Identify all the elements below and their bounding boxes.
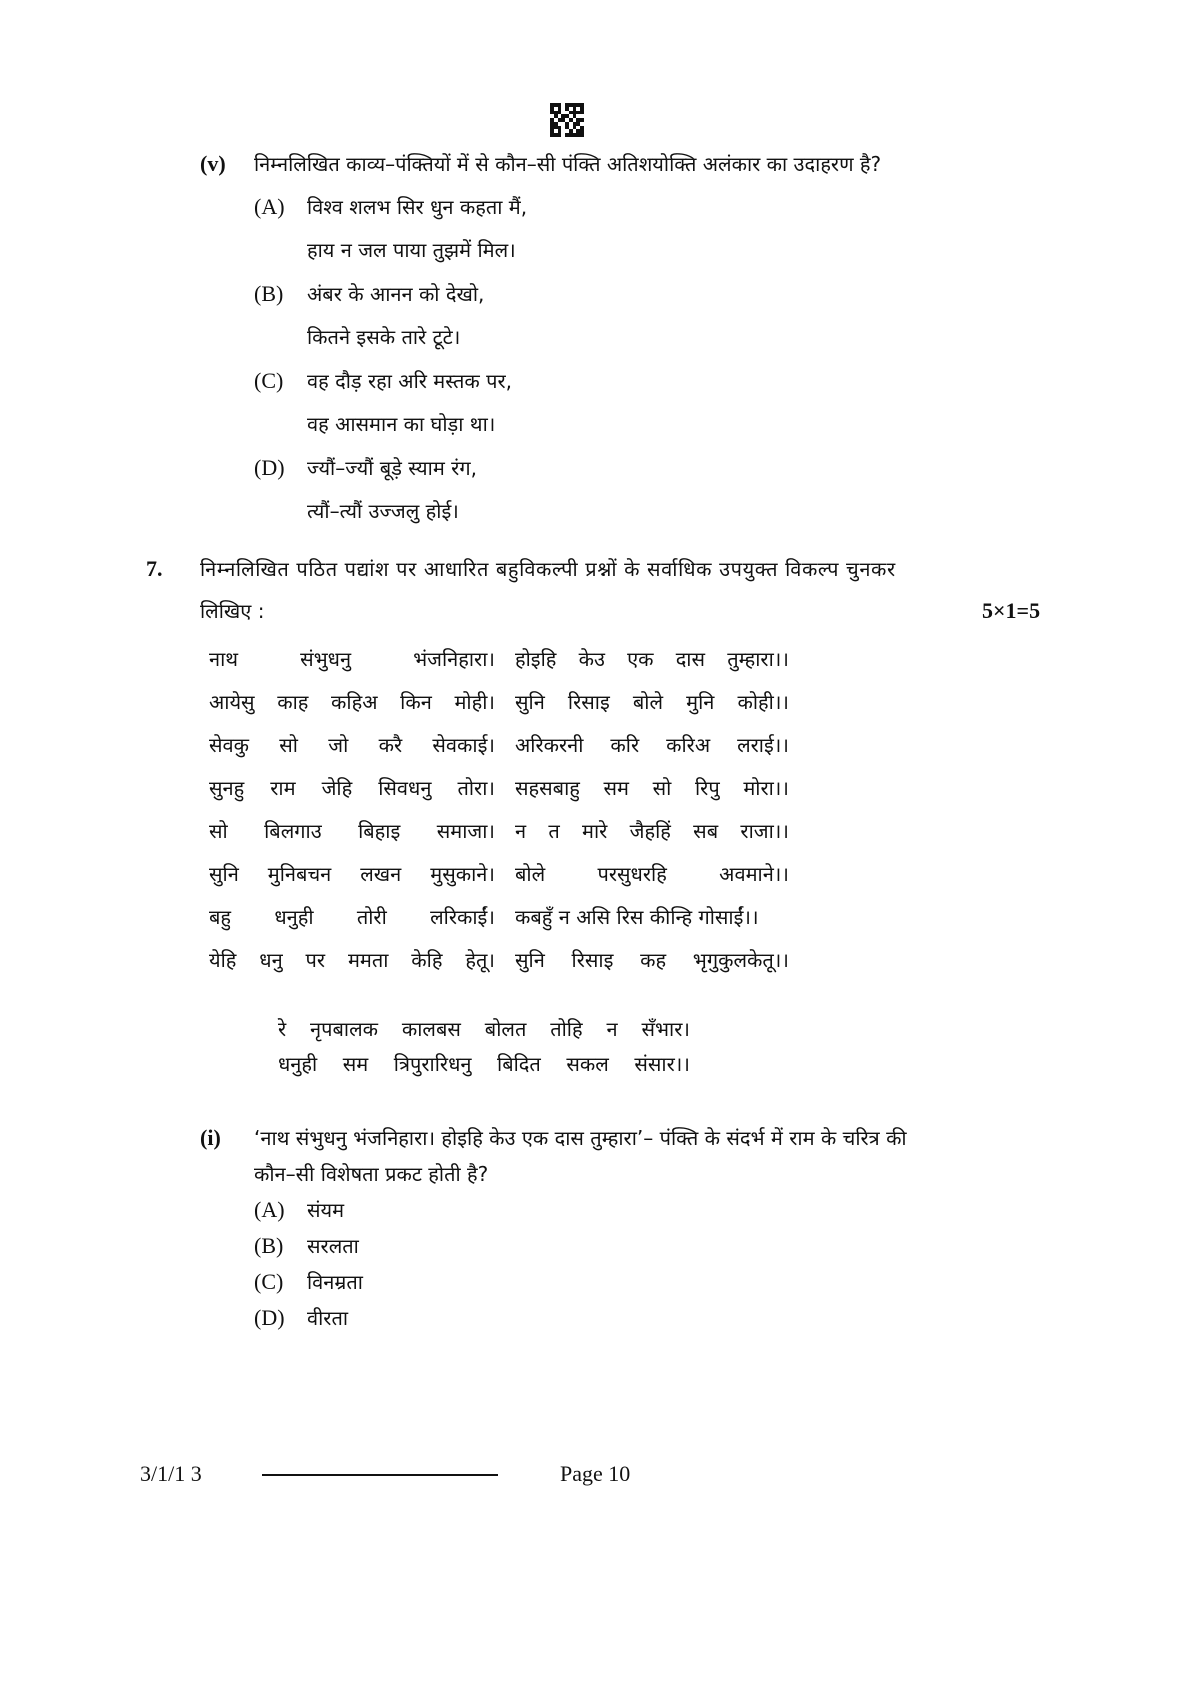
option-i-c-text: विनम्रता [307,1270,363,1294]
verse-word: कबहुँ न असि रिस कीन्हि गोसाईं।। [515,905,759,929]
verse-word: सुनि [515,948,545,972]
verse-word: होइहि [515,647,557,671]
verse-word: काह [277,690,309,714]
option-v-c-line1: वह दौड़ रहा अरि मस्तक पर, [307,369,513,393]
verse-line [209,946,789,974]
verse-half-first [209,903,495,931]
verse-half-second [515,645,789,673]
verse-word: लखन [360,862,402,886]
verse-half-second [515,774,789,802]
verse-word: सुनि [209,862,239,886]
option-i-a-text: संयम [307,1198,345,1222]
qr-code-icon [550,103,584,137]
doha-word: संसार।। [634,1052,690,1076]
verse-word: रिसाइ [567,690,610,714]
footer-page-number: Page 10 [560,1461,631,1486]
verse-half-first [209,860,495,888]
verse-word: सहसबाहु [515,776,580,800]
doha-word: न [606,1017,618,1041]
verse-word: केहि [411,948,443,972]
verse-half-first [209,731,495,759]
option-v-b-label: (B) [254,281,284,306]
sub-question-i-text-line2: कौन–सी विशेषता प्रकट होती है? [254,1162,489,1186]
verse-word: जैहहिं [629,819,671,843]
verse-word: सब [693,819,719,843]
verse-word: मारे [582,819,608,843]
option-v-b-line1: अंबर के आनन को देखो, [307,282,485,306]
question-v-text: निम्नलिखित काव्य–पंक्तियों में से कौन–सी पंक्ति अतिशयोक्ति अलंकार का उदाहरण है? [254,152,882,176]
verse-word: मोही। [454,690,495,714]
verse-word: धनु [259,948,283,972]
verse-word: नाथ [209,647,239,671]
verse-word: धनुही [274,905,314,929]
verse-half-second [515,688,789,716]
verse-word: जेहि [321,776,353,800]
verse-word: बोले [515,862,546,886]
option-v-d-line1: ज्यौं–ज्यौं बूड़े स्याम रंग, [307,456,477,480]
doha-word: सम [342,1052,369,1076]
option-v-c-label: (C) [254,368,284,393]
doha-word: बिदित [497,1052,541,1076]
verse-word: ममता [347,948,389,972]
verse-half-first [209,946,495,974]
question-7-number: 7. [146,556,163,581]
verse-half-second [515,946,789,974]
doha-word: त्रिपुरारिधनु [393,1052,472,1076]
question-7-marks: 5×1=5 [982,598,1041,623]
verse-word: हेतू। [465,948,495,972]
verse-word: आयेसु [209,690,255,714]
option-v-c-line2: वह आसमान का घोड़ा था। [307,412,496,436]
verse-word: न [515,819,527,843]
verse-word: सुनि [515,690,545,714]
verse-word: सेवकाई। [432,733,495,757]
verse-word: सेवकु [209,733,249,757]
verse-word: भृगुकुलकेतू।। [692,948,789,972]
option-v-d-label: (D) [254,455,285,480]
verse-word: करि [610,733,640,757]
doha-line [278,1015,690,1043]
verse-word: तुम्हारा।। [727,647,789,671]
doha-word: रे [278,1017,287,1041]
question-v-number: (v) [200,151,226,176]
verse-word: लरिकाईं। [430,905,495,929]
verse-word: पर [305,948,326,972]
verse-word: परसुधरहि [597,862,667,886]
footer-divider [262,1474,498,1476]
verse-word: बिलगाउ [264,819,322,843]
option-v-a-label: (A) [254,194,285,219]
verse-word: मोरा।। [743,776,789,800]
verse-word: कहिअ [331,690,378,714]
verse-word: मुनि [686,690,715,714]
doha-word: कालबस [401,1017,461,1041]
doha-line [278,1050,690,1078]
verse-word: तोरा। [457,776,495,800]
option-i-b-text: सरलता [307,1234,359,1258]
doha-word: धनुही [278,1052,318,1076]
verse-word: किन [400,690,432,714]
option-v-d-line2: त्यौं–त्यौं उज्जलु होई। [307,499,459,523]
verse-word: सो [209,819,228,843]
verse-word: सिवधनु [378,776,432,800]
verse-word: रिसाइ [571,948,614,972]
verse-half-first [209,645,495,673]
doha-word: सँभार। [641,1017,690,1041]
verse-word: त [548,819,560,843]
verse-word: सो [652,776,672,800]
verse-word: बिहाइ [358,819,401,843]
verse-word: राम [270,776,296,800]
doha-word: तोहि [550,1017,583,1041]
option-i-d-text: वीरता [307,1306,349,1330]
option-i-c-label: (C) [254,1269,284,1294]
verse-line [209,817,789,845]
verse-half-first [209,774,495,802]
doha-word: सकल [566,1052,609,1076]
option-i-d-label: (D) [254,1305,285,1330]
verse-line [209,688,789,716]
verse-half-second [515,860,789,888]
option-i-a-label: (A) [254,1197,285,1222]
verse-word: जो [328,733,349,757]
option-v-a-line2: हाय न जल पाया तुझमें मिल। [307,238,516,262]
verse-line [209,645,789,673]
verse-word: बहु [209,905,232,929]
verse-half-first [209,817,495,845]
verse-word: मुसुकाने। [430,862,495,886]
doha-word: बोलत [484,1017,527,1041]
verse-word: राजा।। [740,819,789,843]
verse-word: समाजा। [436,819,495,843]
verse-word: येहि [209,948,237,972]
verse-word: करिअ [666,733,711,757]
verse-word: संभुधनु [300,647,352,671]
verse-word: रिपु [694,776,720,800]
verse-half-second [515,903,789,931]
option-i-b-label: (B) [254,1233,284,1258]
option-v-b-line2: कितने इसके तारे टूटे। [307,325,461,349]
sub-question-i-number: (i) [200,1125,221,1150]
verse-word: सम [603,776,629,800]
verse-half-second [515,731,789,759]
verse-line [209,731,789,759]
verse-word: मुनिबचन [267,862,332,886]
verse-word: तोरी [356,905,387,929]
verse-word: भंजनिहारा। [413,647,495,671]
verse-half-second [515,817,789,845]
verse-word: बोले [632,690,664,714]
footer-paper-code: 3/1/1 3 [140,1461,202,1486]
question-7-instruction-line1: निम्नलिखित पठित पद्यांश पर आधारित बहुविकल्पी प्रश्नों के सर्वाधिक उपयुक्त विकल्प चुनकर [200,557,896,581]
verse-word: सुनहु [209,776,245,800]
verse-line [209,903,789,931]
verse-word: केउ [578,647,605,671]
verse-line [209,774,789,802]
verse-word: अवमाने।। [719,862,789,886]
verse-word: दास [675,647,706,671]
sub-question-i-text-line1: ‘नाथ संभुधनु भंजनिहारा। होइहि केउ एक दास तुम्हारा’– पंक्ति के संदर्भ में राम के चरित्र की [254,1126,907,1150]
verse-half-first [209,688,495,716]
option-v-a-line1: विश्व शलभ सिर धुन कहता मैं, [307,195,528,219]
verse-word: अरिकरनी [515,733,584,757]
verse-word: कह [640,948,667,972]
verse-word: करै [378,733,403,757]
verse-word: सो [279,733,298,757]
verse-line [209,860,789,888]
question-7-instruction-line2: लिखिए : [200,599,265,623]
verse-word: लराई।। [737,733,789,757]
doha-word: नृपबालक [310,1017,379,1041]
verse-word: कोही।। [737,690,789,714]
verse-word: एक [627,647,654,671]
